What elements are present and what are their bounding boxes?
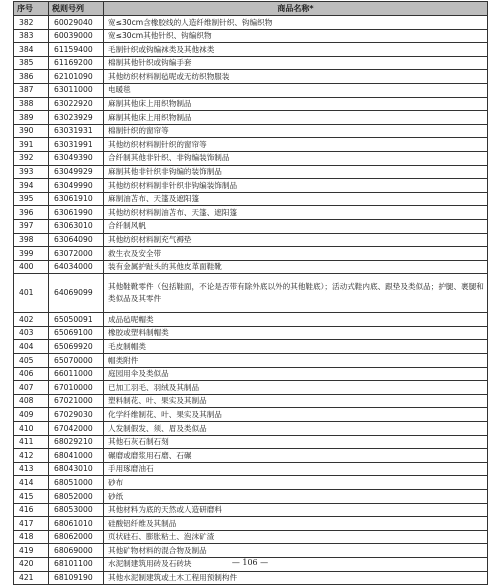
tariff-code-cell: 63063010 — [49, 219, 104, 233]
table-row — [14, 179, 488, 193]
serial-number-cell: 391 — [14, 138, 49, 152]
tariff-code-cell: 63049929 — [49, 165, 104, 179]
serial-number-cell: 411 — [14, 435, 49, 449]
table-row — [14, 260, 488, 274]
product-name-cell: 砂布 — [104, 476, 488, 490]
tariff-code-cell: 60029040 — [49, 16, 104, 30]
table-row — [14, 544, 488, 558]
table-row — [14, 354, 488, 368]
table-row — [14, 435, 488, 449]
product-name-cell: 砂纸 — [104, 490, 488, 504]
product-name-cell: 手用琢磨油石 — [104, 462, 488, 476]
serial-number-cell: 395 — [14, 192, 49, 206]
product-name-cell: 庭园用伞及类似品 — [104, 367, 488, 381]
tariff-code-cell: 68069000 — [49, 544, 104, 558]
product-name-cell: 成品毡呢帽类 — [104, 313, 488, 327]
tariff-code-cell: 68041000 — [49, 449, 104, 463]
table-row — [14, 367, 488, 381]
tariff-code-cell: 68052000 — [49, 490, 104, 504]
product-name-cell: 棉制针织的窗帘等 — [104, 124, 488, 138]
table-row — [14, 165, 488, 179]
tariff-code-cell: 64069099 — [49, 274, 104, 313]
header-serial-number: 序号 — [14, 2, 49, 16]
table-row — [14, 571, 488, 585]
product-name-cell: 其他纺织材料制针织的窗帘等 — [104, 138, 488, 152]
tariff-code-cell: 63061910 — [49, 192, 104, 206]
serial-number-cell: 417 — [14, 517, 49, 531]
table-row — [14, 394, 488, 408]
tariff-code-cell: 67010000 — [49, 381, 104, 395]
table-body — [14, 16, 488, 585]
table-row — [14, 340, 488, 354]
tariff-code-cell: 68061010 — [49, 517, 104, 531]
serial-number-cell: 396 — [14, 206, 49, 220]
page-number: — 106 — — [231, 558, 269, 567]
product-name-text: 其他鞋靴零件（包括鞋面，不论是否带有除外底以外的其他鞋底）；活动式鞋内底、跟垫及类似品；护腿、裹腿和类似品及其零件 — [108, 281, 484, 304]
table-row — [14, 192, 488, 206]
serial-number-cell: 393 — [14, 165, 49, 179]
serial-number-cell: 407 — [14, 381, 49, 395]
product-name-cell: 装有金属护趾头的其他皮革面鞋靴 — [104, 260, 488, 274]
table-row — [14, 124, 488, 138]
serial-number-cell: 389 — [14, 111, 49, 125]
table-row — [14, 274, 488, 313]
product-name-cell: 页状硅石、膨胀粘土、泡沫矿渣 — [104, 530, 488, 544]
serial-number-cell: 420 — [14, 557, 49, 571]
serial-number-cell: 408 — [14, 394, 49, 408]
table-row — [14, 97, 488, 111]
product-name-cell: 水泥制建筑用砖及石砖块 — [104, 557, 488, 571]
serial-number-cell: 419 — [14, 544, 49, 558]
tariff-code-cell: 68053000 — [49, 503, 104, 517]
tariff-code-cell: 63011000 — [49, 83, 104, 97]
product-name-cell: 其他矿物材料的混合物及制品 — [104, 544, 488, 558]
header-product-name: 商品名称* — [104, 2, 488, 16]
table-row — [14, 138, 488, 152]
product-name-cell — [104, 274, 488, 313]
serial-number-cell: 397 — [14, 219, 49, 233]
product-name-cell: 麻制其他非针织非钩编的装饰制品 — [104, 165, 488, 179]
table-row — [14, 43, 488, 57]
tariff-code-cell: 64034000 — [49, 260, 104, 274]
product-name-cell: 毛制针织或钩编袜类及其他袜类 — [104, 43, 488, 57]
product-name-cell: 其他纺织材料制油苫布、天篷、遮阳篷 — [104, 206, 488, 220]
tariff-code-cell: 65050091 — [49, 313, 104, 327]
serial-number-cell: 409 — [14, 408, 49, 422]
product-name-cell: 帽类附件 — [104, 354, 488, 368]
tariff-code-cell: 68062000 — [49, 530, 104, 544]
tariff-code-cell: 68043010 — [49, 462, 104, 476]
serial-number-cell: 386 — [14, 70, 49, 84]
tariff-code-cell: 66011000 — [49, 367, 104, 381]
product-name-cell: 合纤制其他非针织、非钩编装饰制品 — [104, 151, 488, 165]
serial-number-cell: 402 — [14, 313, 49, 327]
tariff-code-cell: 68051000 — [49, 476, 104, 490]
tariff-code-cell: 65069100 — [49, 326, 104, 340]
serial-number-cell: 415 — [14, 490, 49, 504]
serial-number-cell: 413 — [14, 462, 49, 476]
tariff-code-cell: 67042000 — [49, 422, 104, 436]
table-row — [14, 408, 488, 422]
product-name-cell: 已加工羽毛、羽绒及其制品 — [104, 381, 488, 395]
table-row — [14, 233, 488, 247]
tariff-code-cell: 62101090 — [49, 70, 104, 84]
serial-number-cell: 390 — [14, 124, 49, 138]
table-row — [14, 83, 488, 97]
product-name-cell: 麻制其他床上用织物制品 — [104, 111, 488, 125]
product-name-cell: 毛皮制帽类 — [104, 340, 488, 354]
product-name-cell: 宽≤30cm其他针织、钩编织物 — [104, 29, 488, 43]
header-tariff-code: 税则号列 — [49, 2, 104, 16]
product-name-cell: 碾磨或磨浆用石磨、石碾 — [104, 449, 488, 463]
tariff-code-cell: 68029210 — [49, 435, 104, 449]
serial-number-cell: 401 — [14, 274, 49, 313]
serial-number-cell: 418 — [14, 530, 49, 544]
serial-number-cell: 416 — [14, 503, 49, 517]
table-row — [14, 313, 488, 327]
tariff-code-cell: 63049390 — [49, 151, 104, 165]
tariff-code-cell: 63031931 — [49, 124, 104, 138]
tariff-code-cell: 60039000 — [49, 29, 104, 43]
table-row — [14, 56, 488, 70]
serial-number-cell: 384 — [14, 43, 49, 57]
tariff-code-cell: 61159400 — [49, 43, 104, 57]
product-name-cell: 人发制假发、须、眉及类似品 — [104, 422, 488, 436]
table-row — [14, 422, 488, 436]
serial-number-cell: 404 — [14, 340, 49, 354]
product-name-cell: 塑料制花、叶、果实及其制品 — [104, 394, 488, 408]
tariff-code-cell: 68109190 — [49, 571, 104, 585]
product-name-cell: 其他纺织材料制充气褥垫 — [104, 233, 488, 247]
serial-number-cell: 392 — [14, 151, 49, 165]
table-row — [14, 70, 488, 84]
product-name-cell: 其他石灰石制石刻 — [104, 435, 488, 449]
table-row — [14, 462, 488, 476]
product-name-cell: 麻制油苫布、天篷及遮阳篷 — [104, 192, 488, 206]
serial-number-cell: 394 — [14, 179, 49, 193]
serial-number-cell: 388 — [14, 97, 49, 111]
product-name-cell: 化学纤维制花、叶、果实及其制品 — [104, 408, 488, 422]
tariff-code-cell: 63022920 — [49, 97, 104, 111]
product-name-cell: 其他水泥制建筑或土木工程用预制构件 — [104, 571, 488, 585]
product-name-cell: 宽≤30cm含橡胶线的人造纤维制针织、钩编织物 — [104, 16, 488, 30]
serial-number-cell: 412 — [14, 449, 49, 463]
tariff-code-cell: 68101100 — [49, 557, 104, 571]
serial-number-cell: 387 — [14, 83, 49, 97]
table-row — [14, 111, 488, 125]
serial-number-cell: 400 — [14, 260, 49, 274]
product-name-cell: 棉制其他针织或钩编手套 — [104, 56, 488, 70]
table-row — [14, 530, 488, 544]
tariff-code-cell: 63064090 — [49, 233, 104, 247]
tariff-table — [13, 1, 488, 585]
table-row — [14, 219, 488, 233]
table-row — [14, 517, 488, 531]
table-header-row — [14, 2, 488, 16]
serial-number-cell: 421 — [14, 571, 49, 585]
product-name-cell: 其他材料为底的天然或人造研磨料 — [104, 503, 488, 517]
table-row — [14, 449, 488, 463]
table-row — [14, 476, 488, 490]
product-name-cell: 橡胶或塑料制帽类 — [104, 326, 488, 340]
tariff-code-cell: 65069920 — [49, 340, 104, 354]
tariff-code-cell: 63049990 — [49, 179, 104, 193]
tariff-code-cell: 67029030 — [49, 408, 104, 422]
table-row — [14, 206, 488, 220]
product-name-cell: 麻制其他床上用织物制品 — [104, 97, 488, 111]
table-row — [14, 29, 488, 43]
serial-number-cell: 405 — [14, 354, 49, 368]
table-row — [14, 490, 488, 504]
serial-number-cell: 383 — [14, 29, 49, 43]
product-name-cell: 其他纺织材料制非针织非钩编装饰制品 — [104, 179, 488, 193]
serial-number-cell: 403 — [14, 326, 49, 340]
serial-number-cell: 385 — [14, 56, 49, 70]
product-name-cell: 救生衣及安全带 — [104, 247, 488, 261]
serial-number-cell: 414 — [14, 476, 49, 490]
serial-number-cell: 399 — [14, 247, 49, 261]
tariff-code-cell: 63023929 — [49, 111, 104, 125]
product-name-cell: 硅酸铝纤维及其制品 — [104, 517, 488, 531]
product-name-cell: 电暖毯 — [104, 83, 488, 97]
tariff-code-cell: 63061990 — [49, 206, 104, 220]
tariff-code-cell: 61169200 — [49, 56, 104, 70]
table-row — [14, 326, 488, 340]
table-row — [14, 151, 488, 165]
tariff-code-cell: 67021000 — [49, 394, 104, 408]
table-row — [14, 503, 488, 517]
serial-number-cell: 406 — [14, 367, 49, 381]
product-name-cell: 其他纺织材料制毡呢或无纺织物服装 — [104, 70, 488, 84]
tariff-code-cell: 63072000 — [49, 247, 104, 261]
table-row — [14, 381, 488, 395]
product-name-cell: 合纤制风帆 — [104, 219, 488, 233]
table-row — [14, 247, 488, 261]
table-row — [14, 16, 488, 30]
serial-number-cell: 410 — [14, 422, 49, 436]
tariff-code-cell: 63031991 — [49, 138, 104, 152]
serial-number-cell: 398 — [14, 233, 49, 247]
tariff-code-cell: 65070000 — [49, 354, 104, 368]
serial-number-cell: 382 — [14, 16, 49, 30]
